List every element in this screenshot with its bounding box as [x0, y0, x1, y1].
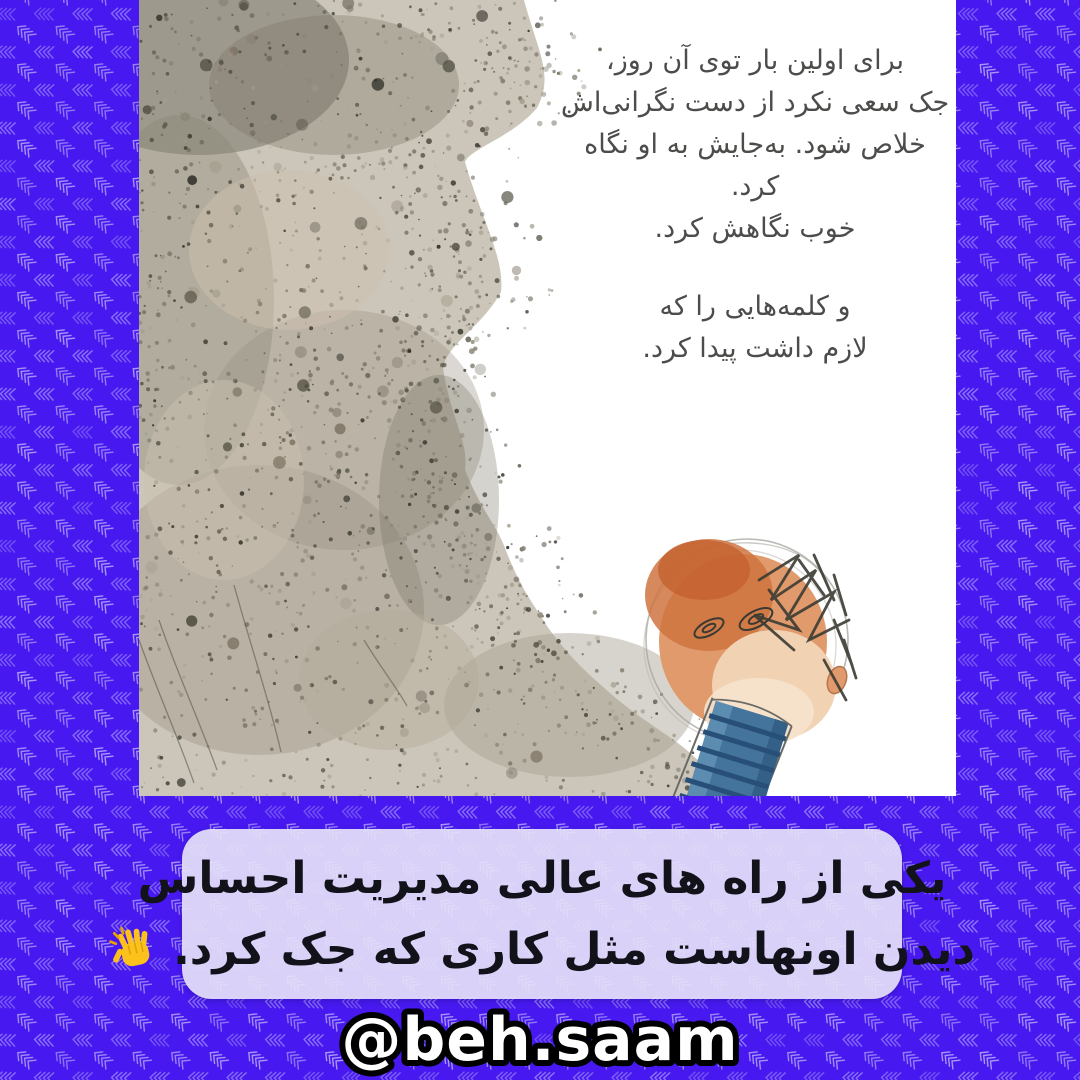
waving-hand-icon	[109, 925, 159, 975]
handle-text: @beh.saam	[341, 1005, 739, 1075]
page-text-block	[559, 40, 951, 370]
caption-line-2: دیدن اونهاست مثل کاری که جک کرد.	[173, 924, 975, 975]
caption-line-2-row	[109, 924, 975, 975]
page-text-line: و کلمه‌هایی را که	[659, 291, 851, 322]
boy-drawing-illustration	[609, 520, 869, 796]
caption-line-1: یکی از راه های عالی مدیریت احساس	[137, 853, 947, 904]
page-text-line: لازم داشت پیدا کرد.	[642, 333, 868, 364]
handle-banner	[270, 998, 810, 1080]
caption-bubble	[137, 829, 975, 999]
page-text-line: خلاص شود. به‌جایش به او نگاه کرد.	[584, 129, 926, 202]
book-page	[139, 0, 956, 796]
page-text-line: جک سعی نکرد از دست نگرانی‌اش	[560, 87, 950, 118]
page-text-line: برای اولین بار توی آن روز،	[606, 45, 904, 76]
page-text-line: خوب نگاهش کرد.	[654, 213, 856, 244]
